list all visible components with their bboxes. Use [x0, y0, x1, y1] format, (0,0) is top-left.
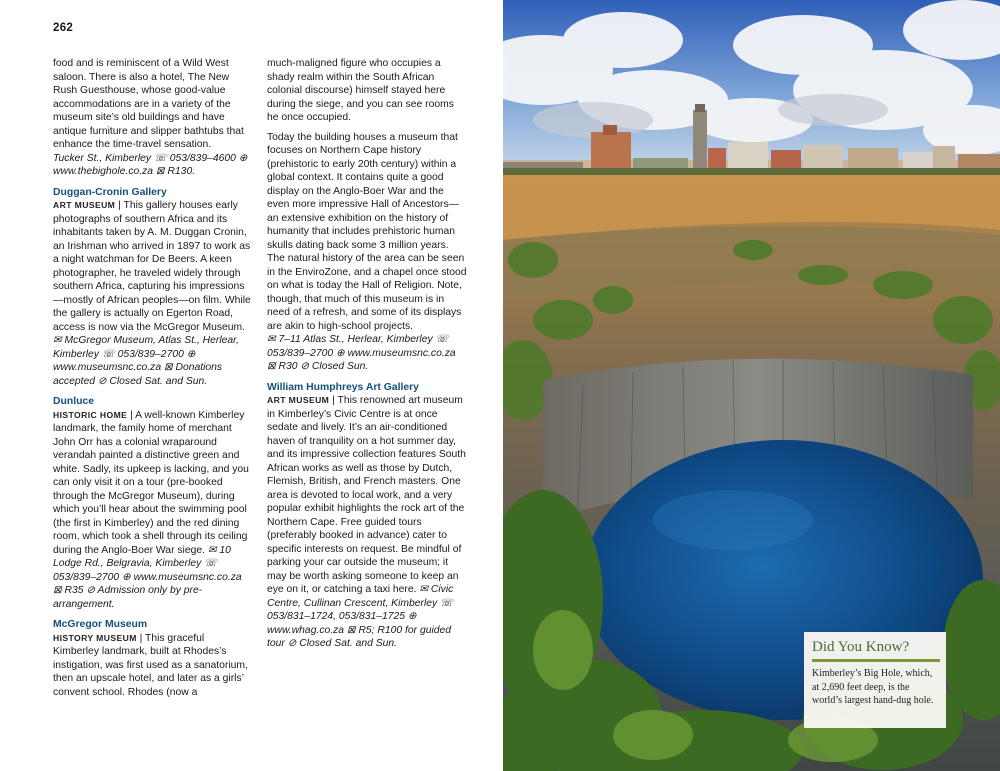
entry-body: ART MUSEUM | This gallery houses early photographs of southern Africa and its inhabitants taken by A. M. Duggan Cronin, an Irishman who arrived in 1897 to work as a night watchman for De Beers. A keen photographer, he traveled widely through southern Africa, capturing his impressions—mostly of African peoples—on film. While the gallery is actually on Egerton Road, access is now via the McGregor Museum. ✉ McGregor Museum, Atlas St., Herlear, Kimberley ☏ 053/839–2700 ⊕ www.museumsnc.co.za ⊠ Donations accepted ⊘ Closed Sat. and Sun. — [53, 200, 251, 387]
page-number: 262 — [53, 22, 74, 34]
entry-type: ART MUSEUM — [267, 395, 330, 405]
entry-type: ART MUSEUM — [53, 200, 116, 210]
entry-body: HISTORIC HOME | A well-known Kimberley landmark, the family home of merchant John Orr has a colonial wraparound verandah painted a distinctive green and white. Sadly, its upkeep is lacking, and you can only visit it on a tour (pre-booked through the McGregor Museum), during which you’ll hear about the swimming pool (the first in Kimberley) and the red dining room, which took a shell through its ceiling during the Anglo-Boer War siege. ✉ 10 Lodge Rd., Belgravia, Kimberley ☏ 053/839–2700 ⊕ www.museumsnc.co.za ⊠ R35 ⊘ Admission only by pre-arrangement. — [53, 409, 249, 610]
entry-body: ART MUSEUM | This renowned art museum in Kimberley’s Civic Centre is at once sedate and lively. It’s an air-conditioned haven of tranquility on a hot summer day, and its impressive collection features South African works as well as those by Dutch, Flemish, British, and French masters. One area is devoted to local work, and a very popular exhibit highlights the rock art of the Northern Cape. Free guided tours (preferably booked in advance) cater to specific interests on request. Be mindful of parking your car outside the museum; it may be worth asking someone to keep an eye on it, or catching a taxi here. ✉ Civic Centre, Cullinan Crescent, Kimberley ☏ 053/831–1724, 053/831–1725 ⊕ www.whag.co.za ⊠ R5; R100 for guided tour ⊘ Closed Sat. and Sun. — [267, 395, 466, 649]
entry-text: This renowned art museum in Kimberley’s Civic Centre is at once sedate and lively. It’s an air-conditioned haven of tranquility on a hot summer day, and its impressive collection features South African works as well as those by Dutch, Flemish, British, and French masters. One area is devoted to local work, and a very popular exhibit highlights the rock art of the Northern Cape. Free guided tours (preferably booked in advance) cater to specific interests on request. Be mindful of parking your car outside the museum; it may be worth asking someone to keep an eye on it, or catching a taxi here. — [267, 395, 466, 595]
listing-info: ✉ 7–11 Atlas St., Herlear, Kimberley ☏ 053/839–2700 ⊕ www.museumsnc.co.za ⊠ R30 ⊘ Closed Sun. — [267, 334, 456, 372]
entry-text: This graceful Kimberley landmark, built at Rhodes’s instigation, was first used as a sanatorium, then an upscale hotel, and later as a girls’ convent school. Rhodes (now a — [53, 632, 248, 698]
divider — [812, 659, 940, 662]
paragraph: much-maligned figure who occupies a shady realm within the South African colonial discourse) himself stayed here during the siege, and you can see rooms he once occupied. — [267, 58, 454, 123]
text-column-2 — [267, 57, 467, 651]
entry-title-dunluce: Dunluce — [53, 396, 94, 407]
entry-title-mcgregor: McGregor Museum — [53, 619, 148, 630]
entry-text: This gallery houses early photographs of southern Africa and its inhabitants taken by A. M. Duggan Cronin, an Irishman who arrived in 1897 to work as a night watchman for De Beers. A keen photographer, he traveled widely through southern Africa, capturing his impressions—mostly of African peoples—on film. While the gallery is actually on Egerton Road, access is now via the McGregor Museum. — [53, 200, 251, 333]
listing-info: ✉ 10 Lodge Rd., Belgravia, Kimberley ☏ 053/839–2700 ⊕ www.museumsnc.co.za ⊠ R35 ⊘ Admission only by pre-arrangement. — [53, 544, 242, 610]
did-you-know-box — [804, 632, 946, 728]
listing-info: ✉ McGregor Museum, Atlas St., Herlear, Kimberley ☏ 053/839–2700 ⊕ www.museumsnc.co.za ⊠ Donations accepted ⊘ Closed Sat. and Sun. — [53, 335, 239, 387]
entry-type: HISTORY MUSEUM — [53, 632, 137, 643]
paragraph: Today the building houses a museum that focuses on Northern Cape history (prehistoric to early 20th century) within a global context. It contains quite a good display on the Anglo-Boer War and the even more impressive Hall of Ancestors—an extensive exhibition on the history of humanity that includes prehistoric human skulls dating back some 3 million years. The natural history of the area can be seen in the EnviroZone, and a chapel once stood on what is today the Hall of Religion. Note, though, that much of this museum is in need of a refresh, and some of its displays are akin to high-school projects. — [267, 131, 467, 332]
paragraph: food and is reminiscent of a Wild West saloon. There is also a hotel, The New Rush Guesthouse, whose good-value accommodations are in a variety of the museum site’s old buildings and have antique furniture and slipper bathtubs that enhance the time-travel sensation. — [53, 58, 244, 150]
entry-text: A well-known Kimberley landmark, the family home of merchant John Orr has a colonial wraparound verandah painted a distinctive green and white. Sadly, its upkeep is lacking, and you can only visit it on a tour (pre-booked through the McGregor Museum), during which you’ll hear about the swimming pool (the first in Kimberley) and the red dining room, which took a shell through its ceiling during the Anglo-Boer War siege. — [53, 409, 249, 556]
entry-type: HISTORIC HOME — [53, 409, 128, 420]
did-you-know-title: Did You Know? — [812, 639, 910, 655]
listing-info: ✉ Civic Centre, Cullinan Crescent, Kimberley ☏ 053/831–1724, 053/831–1725 ⊕ www.whag.co.za ⊠ R5; R100 for guided tour ⊘ Closed Sat. and Sun. — [267, 584, 454, 649]
text-column-1 — [53, 57, 253, 699]
listing-info: Tucker St., Kimberley ☏ 053/839–4600 ⊕ www.thebighole.co.za ⊠ R130. — [53, 152, 248, 177]
entry-title-duggan-cronin: Duggan-Cronin Gallery — [53, 186, 167, 198]
entry-body: HISTORY MUSEUM | This graceful Kimberley landmark, built at Rhodes’s instigation, was first used as a sanatorium, then an upscale hotel, and later as a girls’ convent school. Rhodes (now a — [53, 632, 248, 698]
entry-title-william-humphreys: William Humphreys Art Gallery — [267, 381, 419, 393]
did-you-know-text: Kimberley’s Big Hole, which, at 2,690 feet deep, is the world’s largest hand-dug hole. — [812, 668, 934, 706]
